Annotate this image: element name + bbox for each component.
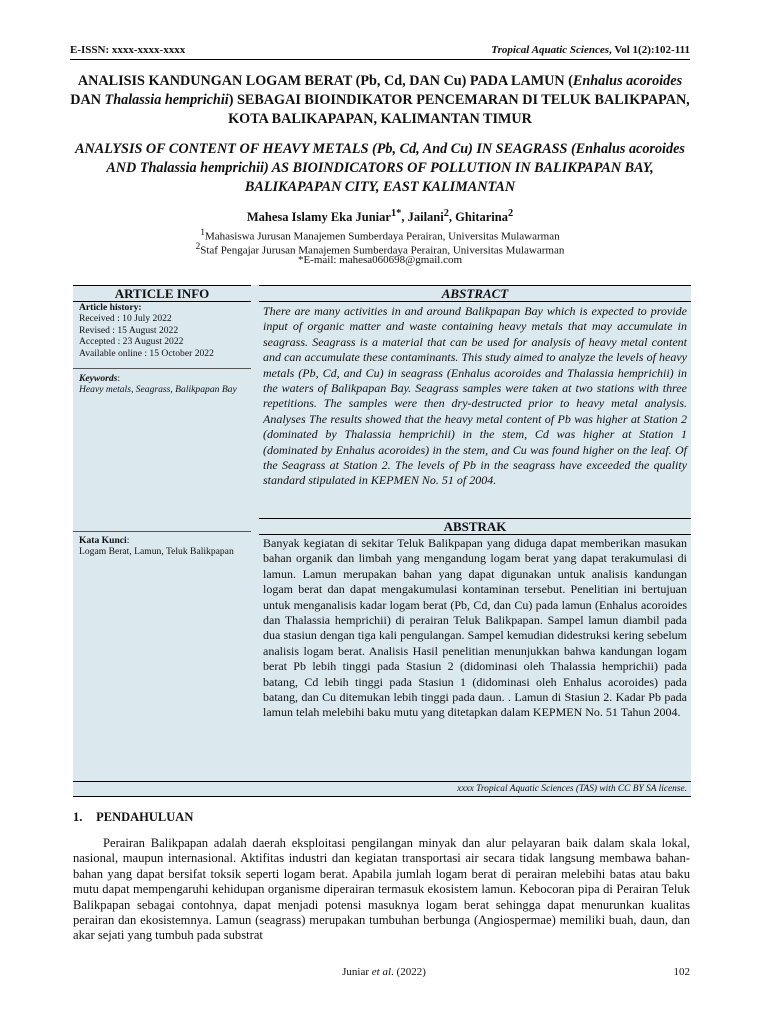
- journal-citation: [491, 44, 690, 56]
- intro-paragraph: Perairan Balikpapan adalah daerah eksploitasi pengilangan minyak dan alur pelayaran baik dalam skala lokal, nasional, maupun internasional. Aktifitas industri dan kegiatan transportasi air secara tidak langsung membawa bahan-bahan yang dapat bersifat toksik seperti logam berat. Apabila jumlah logam berat di perairan melebihi batas atau baku mutu dapat mempengaruhi kehidupan organisme diperairan termasuk ekosistem lamun. Kebocoran pipa di Perairan Teluk Balikpapan sebagai contohnya, dapat menjadi potensi masuknya logam berat sehingga dapat menurunkan kualitas perairan dan ekosistemnya. Lamun (seagrass) merupakan tumbuhan berbunga (Angiospermae) memiliki buah, daun, dan akar sejati yang tumbuh pada substrat: [73, 836, 690, 943]
- species-name: Thalassia hemprichii: [104, 92, 229, 108]
- journal-name: Tropical Aquatic Sciences: [491, 44, 610, 56]
- abstract-text: There are many activities in and around Balikpapan Bay which is expected to provide input of organic matter and waste containing heavy metals that may accumulate in seagrass. Seagrass is a material that can be used for analysis of heavy metal content and can accumulate these contaminants. This study aimed to analyze the levels of heavy metals (Pb, Cd, and Cu) in seagrass (Enhalus acoroides and Thalassia hemprichii) in the waters of Balikpapan Bay. Seagrass samples were taken at two stations with three repetitions. The samples were then dry-destructed prior to heavy metal analysis. Analyses The results showed that the heavy metal content of Pb was higher at Station 2 (dominated by Thalassia hemprichii) in the stem, Cd was higher at Station 1 (dominated by Enhalus acoroides) in the stem, and Cu was found higher on the leaf. Of the Seagrass at Station 2. The levels of Pb in the seagrass have exceeded the quality standard stipulated in KEPMEN No. 51 of 2004.: [263, 304, 687, 488]
- abstract-heading: ABSTRACT: [259, 285, 691, 302]
- journal-volume: , Vol 1(2):102-111: [609, 44, 690, 56]
- history-label: Article history:: [79, 302, 142, 313]
- keywords-list: Heavy metals, Seagrass, Balikpapan Bay: [79, 384, 237, 396]
- issn: E-ISSN: xxxx-xxxx-xxxx: [70, 44, 186, 56]
- author-name: Mahesa Islamy Eka Juniar: [246, 210, 391, 225]
- footer-citation: [0, 966, 768, 978]
- kata-kunci-list: Logam Berat, Lamun, Teluk Balikpapan: [79, 546, 234, 558]
- abstract-column: [259, 285, 691, 796]
- license-line: xxxx Tropical Aquatic Sciences (TAS) with CC BY SA license.: [73, 781, 691, 797]
- aff-text: Mahasiswa Jurusan Manajemen Sumberdaya Perairan, Universitas Mulawarman: [204, 230, 560, 243]
- aff-sup: 1: [200, 227, 205, 237]
- article-history: [79, 302, 247, 359]
- section-title: PENDAHULUAN: [96, 810, 194, 824]
- article-info-heading: ARTICLE INFO: [73, 285, 251, 302]
- article-info-box: [73, 285, 691, 796]
- received-date: Received : 10 July 2022: [79, 313, 172, 325]
- divider: [73, 368, 251, 369]
- author-sup: 1*: [390, 208, 402, 219]
- author-name: , Jailani: [401, 210, 444, 225]
- species-name: Enhalus acoroides: [572, 73, 683, 89]
- abstrak-heading: ABSTRAK: [259, 518, 691, 535]
- corresponding-email: *E-mail: mahesa060698@gmail.com: [297, 254, 463, 266]
- section-heading: [73, 810, 193, 825]
- kata-kunci-colon: :: [126, 535, 130, 546]
- keywords-colon: :: [117, 373, 121, 384]
- page-number: 102: [673, 966, 690, 978]
- revised-date: Revised : 15 August 2022: [79, 324, 179, 336]
- footer-author: Juniar: [342, 966, 372, 978]
- title-english: ANALYSIS OF CONTENT OF HEAVY METALS (Pb, Cd, And Cu) IN SEAGRASS (Enhalus acoroides AND Thalassia hemprichii) AS BIOINDICATORS OF POLLUTION IN BALIKPAPAN BAY, BALIKAPAPAN CITY, EAST KALIMANTAN: [75, 141, 685, 195]
- abstrak-text: Banyak kegiatan di sekitar Teluk Balikpapan yang diduga dapat memberikan masukan bahan organik dan limbah yang mengandung logam berat yang dapat terakumulasi di lamun. Lamun merupakan bahan yang dapat digunakan untuk analisis kandungan logam berat dan dapat mengakumulasi kontaminan tersebut. Penelitian ini bertujuan untuk menganalisis kadar logam berat (Pb, Cd, dan Cu) pada lamun (Enhalus acoroides dan Thalassia hemprichii) di perairan Teluk Balikpapan. Sampel lamun diambil pada dua stasiun dengan tiga kali pengulangan. Sampel kemudian didestruksi kering sebelum analisis logam berat. Analisis Hasil penelitian menunjukkan bahwa kandungan logam berat Pb lebih tinggi pada Stasiun 2 (didominasi oleh Thalassia hemprichii) pada batang, Cd lebih tinggi pada Stasiun 1 (didominasi oleh Enhalus acoroides) pada batang, dan Cu ditemukan lebih tinggi pada daun. . Lamun di Stasiun 2. Kadar Pb pada lamun telah melebihi baku mutu yang ditetapkan dalam KEPMEN No. 51 Tahun 2004.: [263, 536, 687, 720]
- running-header: [70, 44, 690, 60]
- author-name: , Ghitarina: [448, 210, 508, 225]
- aff-text: Staf Pengajar Jurusan Manajemen Sumberdaya Perairan, Universitas Mulawarman: [200, 244, 565, 257]
- title-indonesian: [70, 72, 690, 129]
- author-sup: 2: [507, 208, 514, 219]
- article-info-column: [73, 285, 251, 796]
- author-list: [70, 208, 690, 225]
- footer-etal: et al: [371, 966, 392, 978]
- author-sup: 2: [443, 208, 449, 219]
- accepted-date: Accepted : 23 August 2022: [79, 336, 184, 348]
- available-date: Available online : 15 October 2022: [79, 347, 214, 359]
- kata-kunci-section: [79, 535, 247, 558]
- keywords-label: Keywords: [79, 373, 118, 384]
- title-part: ) SEBAGAI BIOINDIKATOR PENCEMARAN DI TELUK BALIKPAPAN, KOTA BALIKAPAPAN, KALIMANTAN TIMUR: [228, 92, 690, 127]
- footer-year: . (2022): [391, 966, 426, 978]
- title-part: ANALISIS KANDUNGAN LOGAM BERAT (Pb, Cd, DAN Cu) PADA LAMUN (: [77, 73, 573, 89]
- section-number: 1.: [73, 810, 83, 824]
- abstrak-body: [259, 534, 691, 721]
- title-part: DAN: [70, 92, 105, 108]
- kata-kunci-label: Kata Kunci: [79, 535, 127, 546]
- divider: [73, 531, 251, 532]
- keywords-section: [79, 373, 247, 396]
- aff-sup: 2: [195, 241, 201, 251]
